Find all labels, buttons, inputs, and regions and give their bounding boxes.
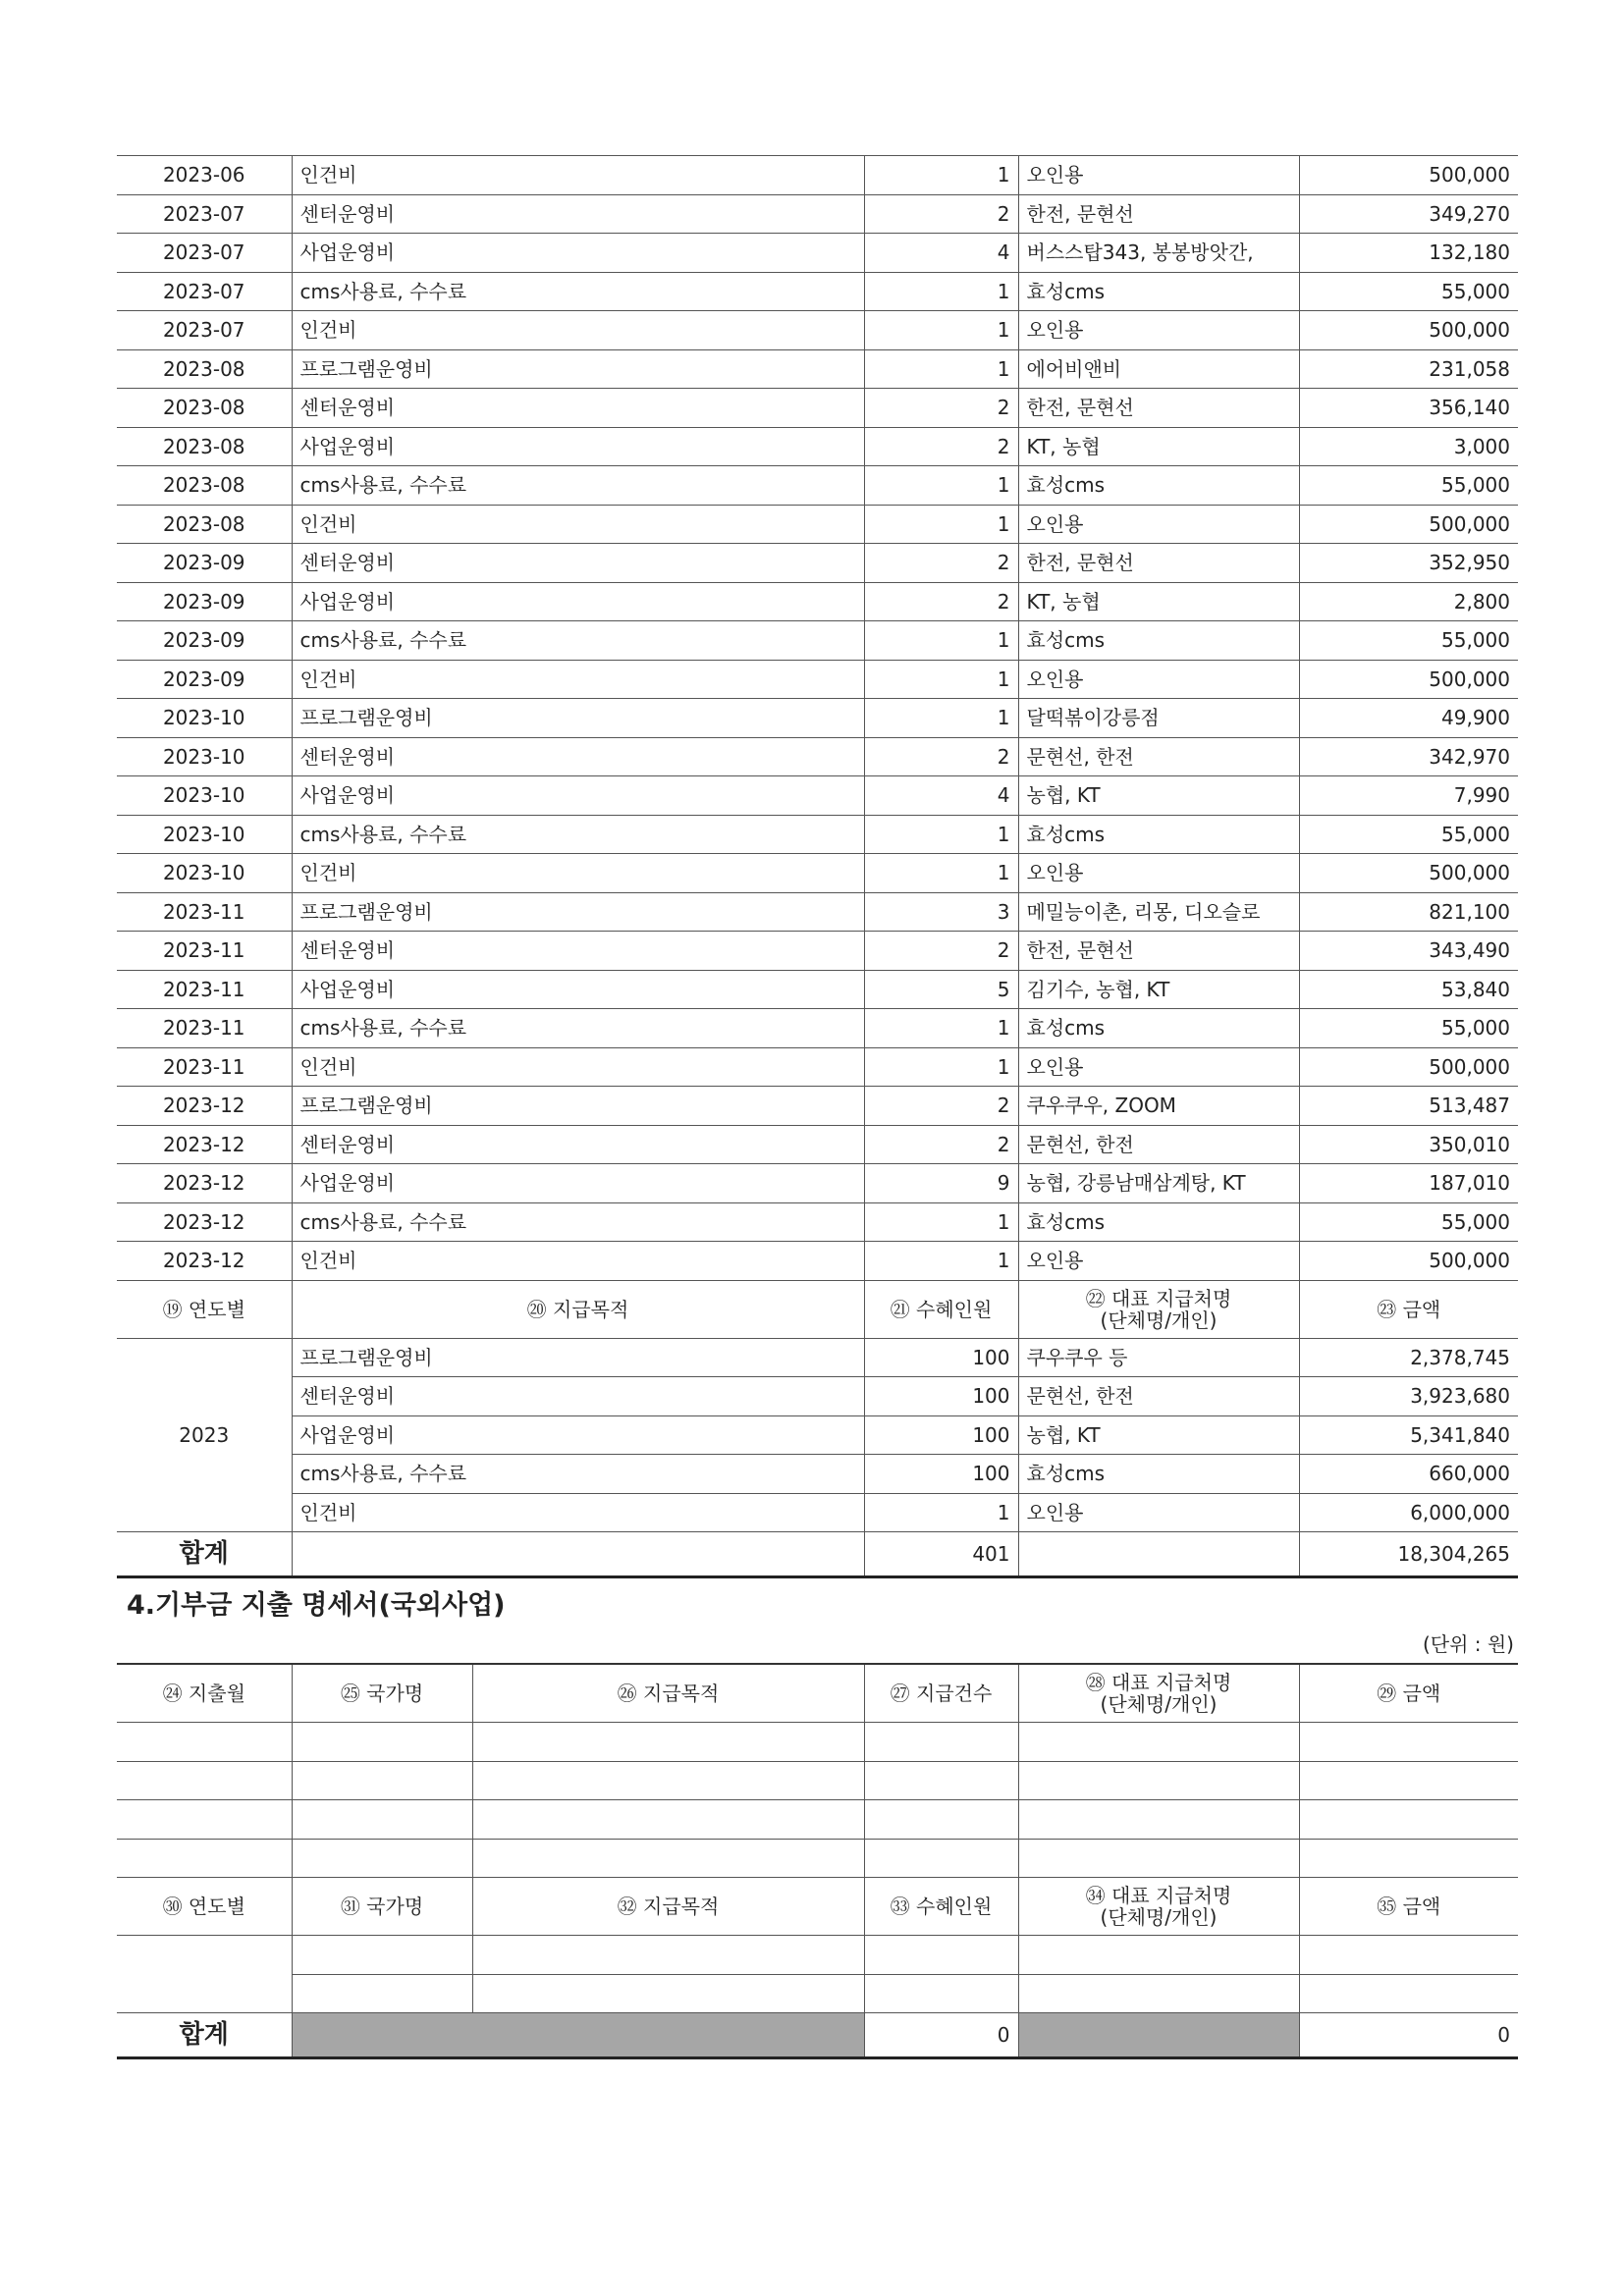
- count-cell: 1: [864, 311, 1018, 350]
- month-cell: 2023-09: [117, 660, 292, 699]
- payee-cell: 문현선, 한전: [1018, 1125, 1299, 1164]
- payee-cell: 쿠우쿠우, ZOOM: [1018, 1087, 1299, 1126]
- header-payee-line2: (단체명/개인): [1100, 1308, 1218, 1332]
- header-payee-line1: ㉒ 대표 지급처명: [1085, 1286, 1232, 1310]
- annual-header-row: [117, 1280, 1518, 1338]
- month-cell: 2023-10: [117, 776, 292, 816]
- table-row: [117, 466, 1518, 506]
- beneficiary-cell: 1: [864, 1493, 1018, 1532]
- payee-cell: 농협, 강릉남매삼계탕, KT: [1018, 1164, 1299, 1203]
- payee-cell: 문현선, 한전: [1018, 1377, 1299, 1416]
- unit-label: (단위 : 원): [1422, 1632, 1514, 1656]
- payee-cell: 효성cms: [1018, 272, 1299, 311]
- count-cell: 1: [864, 854, 1018, 893]
- table-row: [117, 389, 1518, 428]
- domestic-expense-table: [117, 155, 1518, 1578]
- month-cell: 2023-08: [117, 349, 292, 389]
- count-cell: 4: [864, 234, 1018, 273]
- purpose-cell: cms사용료, 수수료: [292, 621, 864, 661]
- purpose-cell: 인건비: [292, 311, 864, 350]
- overseas-header-row: [117, 1664, 1518, 1723]
- table-row: [117, 156, 1518, 195]
- month-cell: 2023-12: [117, 1242, 292, 1281]
- payee-cell: 효성cms: [1018, 466, 1299, 506]
- month-cell: 2023-11: [117, 970, 292, 1009]
- purpose-cell: 사업운영비: [292, 582, 864, 621]
- month-cell: 2023-07: [117, 234, 292, 273]
- table-row: [117, 621, 1518, 661]
- total-count: 401: [864, 1532, 1018, 1577]
- amount-cell: 53,840: [1299, 970, 1518, 1009]
- overseas-expense-table: [117, 1663, 1518, 2059]
- table-row: [117, 1009, 1518, 1048]
- month-cell: 2023-12: [117, 1202, 292, 1242]
- document-page: [117, 155, 1518, 2059]
- amount-cell: 231,058: [1299, 349, 1518, 389]
- header-beneficiaries: ㉝ 수혜인원: [864, 1878, 1018, 1936]
- purpose-cell: 센터운영비: [292, 194, 864, 234]
- month-cell: 2023-11: [117, 892, 292, 932]
- annual-row: [117, 1377, 1518, 1416]
- purpose-cell: 센터운영비: [292, 389, 864, 428]
- header-country: ㉕ 국가명: [292, 1664, 472, 1723]
- table-row: [117, 505, 1518, 544]
- count-cell: 2: [864, 1125, 1018, 1164]
- amount-cell: 55,000: [1299, 621, 1518, 661]
- amount-cell: 55,000: [1299, 466, 1518, 506]
- purpose-cell: cms사용료, 수수료: [292, 1202, 864, 1242]
- payee-cell: KT, 농협: [1018, 427, 1299, 466]
- month-cell: 2023-10: [117, 699, 292, 738]
- amount-cell: 5,341,840: [1299, 1415, 1518, 1455]
- month-cell: 2023-12: [117, 1164, 292, 1203]
- amount-cell: 3,923,680: [1299, 1377, 1518, 1416]
- header-country: ㉛ 국가명: [292, 1878, 472, 1936]
- count-cell: 1: [864, 621, 1018, 661]
- amount-cell: 342,970: [1299, 737, 1518, 776]
- month-cell: 2023-08: [117, 427, 292, 466]
- purpose-cell: 센터운영비: [292, 1125, 864, 1164]
- table-row: [117, 1242, 1518, 1281]
- section-title: 4.기부금 지출 명세서(국외사업): [127, 1590, 506, 1621]
- table-row: [117, 1202, 1518, 1242]
- count-cell: 1: [864, 1242, 1018, 1281]
- empty-year-cell: [117, 1936, 292, 2013]
- table-row: [117, 1047, 1518, 1087]
- payee-cell: 효성cms: [1018, 1009, 1299, 1048]
- amount-cell: 2,800: [1299, 582, 1518, 621]
- count-cell: 1: [864, 156, 1018, 195]
- overseas-total-row: [117, 2013, 1518, 2058]
- overseas-annual-header-row: [117, 1878, 1518, 1936]
- payee-cell: 오인용: [1018, 1047, 1299, 1087]
- purpose-cell: 인건비: [292, 1047, 864, 1087]
- beneficiary-cell: 100: [864, 1415, 1018, 1455]
- total-payee-empty: [1018, 1532, 1299, 1577]
- payee-cell: 달떡볶이강릉점: [1018, 699, 1299, 738]
- count-cell: 1: [864, 349, 1018, 389]
- amount-cell: 2,378,745: [1299, 1338, 1518, 1377]
- table-row: [117, 194, 1518, 234]
- table-row: [117, 272, 1518, 311]
- month-cell: 2023-10: [117, 854, 292, 893]
- table-row: [117, 311, 1518, 350]
- purpose-cell: cms사용료, 수수료: [292, 272, 864, 311]
- amount-cell: 55,000: [1299, 815, 1518, 854]
- purpose-cell: cms사용료, 수수료: [292, 1009, 864, 1048]
- overseas-empty-row: [117, 1723, 1518, 1762]
- header-purpose: ㉖ 지급목적: [472, 1664, 864, 1723]
- header-purpose: ㉜ 지급목적: [472, 1878, 864, 1936]
- overseas-empty-row: [117, 1761, 1518, 1800]
- amount-cell: 356,140: [1299, 389, 1518, 428]
- payee-cell: KT, 농협: [1018, 582, 1299, 621]
- amount-cell: 3,000: [1299, 427, 1518, 466]
- header-amount: ㉟ 금액: [1299, 1878, 1518, 1936]
- month-cell: 2023-07: [117, 311, 292, 350]
- month-cell: 2023-12: [117, 1087, 292, 1126]
- payee-cell: 메밀능이촌, 리몽, 디오슬로: [1018, 892, 1299, 932]
- table-row: [117, 932, 1518, 971]
- payee-cell: 오인용: [1018, 505, 1299, 544]
- purpose-cell: 인건비: [292, 156, 864, 195]
- purpose-cell: 센터운영비: [292, 737, 864, 776]
- count-cell: 1: [864, 1009, 1018, 1048]
- purpose-cell: 프로그램운영비: [292, 349, 864, 389]
- month-cell: 2023-09: [117, 544, 292, 583]
- purpose-cell: 사업운영비: [292, 1415, 864, 1455]
- amount-cell: 500,000: [1299, 156, 1518, 195]
- overseas-total-label: 합계: [117, 2013, 292, 2058]
- header-payee-line2: (단체명/개인): [1100, 1692, 1218, 1716]
- payee-cell: 한전, 문현선: [1018, 194, 1299, 234]
- payee-cell: 한전, 문현선: [1018, 932, 1299, 971]
- payee-cell: 오인용: [1018, 854, 1299, 893]
- purpose-cell: 프로그램운영비: [292, 699, 864, 738]
- payee-cell: 한전, 문현선: [1018, 544, 1299, 583]
- amount-cell: 821,100: [1299, 892, 1518, 932]
- header-purpose: ⑳ 지급목적: [292, 1280, 864, 1338]
- purpose-cell: cms사용료, 수수료: [292, 466, 864, 506]
- payee-cell: 김기수, 농협, KT: [1018, 970, 1299, 1009]
- amount-cell: 660,000: [1299, 1455, 1518, 1494]
- annual-row: [117, 1338, 1518, 1377]
- header-payee-line1: ㉞ 대표 지급처명: [1085, 1884, 1232, 1907]
- purpose-cell: 센터운영비: [292, 1377, 864, 1416]
- purpose-cell: 센터운영비: [292, 544, 864, 583]
- amount-cell: 55,000: [1299, 272, 1518, 311]
- month-cell: 2023-10: [117, 815, 292, 854]
- month-cell: 2023-12: [117, 1125, 292, 1164]
- amount-cell: 349,270: [1299, 194, 1518, 234]
- count-cell: 1: [864, 1202, 1018, 1242]
- annual-year-cell: 2023: [117, 1338, 292, 1532]
- payee-cell: 오인용: [1018, 1493, 1299, 1532]
- table-row: [117, 349, 1518, 389]
- header-payee: [1018, 1878, 1299, 1936]
- amount-cell: 352,950: [1299, 544, 1518, 583]
- header-year: ㉚ 연도별: [117, 1878, 292, 1936]
- count-cell: 3: [864, 892, 1018, 932]
- payee-cell: 효성cms: [1018, 1202, 1299, 1242]
- monthly-rows: [117, 156, 1518, 1281]
- purpose-cell: 사업운영비: [292, 970, 864, 1009]
- table-row: [117, 737, 1518, 776]
- total-row: [117, 1532, 1518, 1577]
- total-amount: 18,304,265: [1299, 1532, 1518, 1577]
- count-cell: 9: [864, 1164, 1018, 1203]
- header-payee: [1018, 1664, 1299, 1723]
- count-cell: 2: [864, 932, 1018, 971]
- beneficiary-cell: 100: [864, 1338, 1018, 1377]
- month-cell: 2023-08: [117, 466, 292, 506]
- purpose-cell: 프로그램운영비: [292, 892, 864, 932]
- table-row: [117, 892, 1518, 932]
- table-row: [117, 427, 1518, 466]
- header-year: ⑲ 연도별: [117, 1280, 292, 1338]
- purpose-cell: 프로그램운영비: [292, 1338, 864, 1377]
- count-cell: 1: [864, 466, 1018, 506]
- month-cell: 2023-07: [117, 272, 292, 311]
- count-cell: 1: [864, 815, 1018, 854]
- count-cell: 1: [864, 699, 1018, 738]
- beneficiary-cell: 100: [864, 1455, 1018, 1494]
- payee-cell: 버스스탑343, 봉봉방앗간,: [1018, 234, 1299, 273]
- count-cell: 2: [864, 544, 1018, 583]
- table-row: [117, 699, 1518, 738]
- payee-cell: 한전, 문현선: [1018, 389, 1299, 428]
- amount-cell: 187,010: [1299, 1164, 1518, 1203]
- annual-rows: [117, 1338, 1518, 1532]
- purpose-cell: cms사용료, 수수료: [292, 1455, 864, 1494]
- overseas-annual-empty-row: [117, 1974, 1518, 2013]
- payee-cell: 오인용: [1018, 1242, 1299, 1281]
- payee-cell: 오인용: [1018, 660, 1299, 699]
- amount-cell: 55,000: [1299, 1009, 1518, 1048]
- month-cell: 2023-11: [117, 1009, 292, 1048]
- month-cell: 2023-10: [117, 737, 292, 776]
- overseas-total-shaded: [292, 2013, 864, 2058]
- purpose-cell: cms사용료, 수수료: [292, 815, 864, 854]
- overseas-annual-empty-row: [117, 1936, 1518, 1975]
- purpose-cell: 인건비: [292, 660, 864, 699]
- amount-cell: 500,000: [1299, 660, 1518, 699]
- count-cell: 2: [864, 737, 1018, 776]
- table-row: [117, 1125, 1518, 1164]
- month-cell: 2023-08: [117, 505, 292, 544]
- table-row: [117, 582, 1518, 621]
- payee-cell: 오인용: [1018, 311, 1299, 350]
- table-row: [117, 234, 1518, 273]
- count-cell: 1: [864, 660, 1018, 699]
- purpose-cell: 인건비: [292, 1242, 864, 1281]
- overseas-empty-row: [117, 1800, 1518, 1840]
- amount-cell: 513,487: [1299, 1087, 1518, 1126]
- month-cell: 2023-06: [117, 156, 292, 195]
- table-row: [117, 1164, 1518, 1203]
- count-cell: 1: [864, 272, 1018, 311]
- purpose-cell: 인건비: [292, 854, 864, 893]
- payee-cell: 효성cms: [1018, 621, 1299, 661]
- purpose-cell: 인건비: [292, 505, 864, 544]
- annual-row: [117, 1455, 1518, 1494]
- purpose-cell: 사업운영비: [292, 234, 864, 273]
- payee-cell: 효성cms: [1018, 1455, 1299, 1494]
- amount-cell: 500,000: [1299, 311, 1518, 350]
- amount-cell: 500,000: [1299, 505, 1518, 544]
- purpose-cell: 사업운영비: [292, 1164, 864, 1203]
- payee-cell: 효성cms: [1018, 815, 1299, 854]
- count-cell: 1: [864, 1047, 1018, 1087]
- purpose-cell: 사업운영비: [292, 427, 864, 466]
- beneficiary-cell: 100: [864, 1377, 1018, 1416]
- header-payee-line2: (단체명/개인): [1100, 1905, 1218, 1929]
- header-beneficiaries: ㉑ 수혜인원: [864, 1280, 1018, 1338]
- table-row: [117, 970, 1518, 1009]
- header-month: ㉔ 지출월: [117, 1664, 292, 1723]
- amount-cell: 55,000: [1299, 1202, 1518, 1242]
- amount-cell: 500,000: [1299, 1242, 1518, 1281]
- table-row: [117, 815, 1518, 854]
- header-amount: ㉓ 금액: [1299, 1280, 1518, 1338]
- month-cell: 2023-11: [117, 932, 292, 971]
- count-cell: 2: [864, 427, 1018, 466]
- overseas-total-count: 0: [864, 2013, 1018, 2058]
- count-cell: 2: [864, 1087, 1018, 1126]
- payee-cell: 농협, KT: [1018, 1415, 1299, 1455]
- count-cell: 4: [864, 776, 1018, 816]
- table-row: [117, 1087, 1518, 1126]
- count-cell: 5: [864, 970, 1018, 1009]
- overseas-empty-row: [117, 1839, 1518, 1878]
- overseas-total-payee-shaded: [1018, 2013, 1299, 2058]
- payee-cell: 농협, KT: [1018, 776, 1299, 816]
- amount-cell: 7,990: [1299, 776, 1518, 816]
- month-cell: 2023-09: [117, 582, 292, 621]
- count-cell: 2: [864, 389, 1018, 428]
- purpose-cell: 인건비: [292, 1493, 864, 1532]
- month-cell: 2023-11: [117, 1047, 292, 1087]
- amount-cell: 500,000: [1299, 854, 1518, 893]
- count-cell: 1: [864, 505, 1018, 544]
- annual-row: [117, 1415, 1518, 1455]
- payee-cell: 문현선, 한전: [1018, 737, 1299, 776]
- amount-cell: 132,180: [1299, 234, 1518, 273]
- header-payee-line1: ㉘ 대표 지급처명: [1085, 1671, 1232, 1694]
- amount-cell: 350,010: [1299, 1125, 1518, 1164]
- purpose-cell: 센터운영비: [292, 932, 864, 971]
- amount-cell: 6,000,000: [1299, 1493, 1518, 1532]
- month-cell: 2023-08: [117, 389, 292, 428]
- table-row: [117, 544, 1518, 583]
- month-cell: 2023-07: [117, 194, 292, 234]
- count-cell: 2: [864, 582, 1018, 621]
- header-payee: [1018, 1280, 1299, 1338]
- amount-cell: 49,900: [1299, 699, 1518, 738]
- table-row: [117, 660, 1518, 699]
- payee-cell: 에어비앤비: [1018, 349, 1299, 389]
- payee-cell: 오인용: [1018, 156, 1299, 195]
- payee-cell: 쿠우쿠우 등: [1018, 1338, 1299, 1377]
- amount-cell: 500,000: [1299, 1047, 1518, 1087]
- annual-row: [117, 1493, 1518, 1532]
- table-row: [117, 854, 1518, 893]
- count-cell: 2: [864, 194, 1018, 234]
- purpose-cell: 프로그램운영비: [292, 1087, 864, 1126]
- header-amount: ㉙ 금액: [1299, 1664, 1518, 1723]
- annual-section: [117, 1280, 1518, 1338]
- overseas-total-amount: 0: [1299, 2013, 1518, 2058]
- purpose-cell: 사업운영비: [292, 776, 864, 816]
- total-purpose-empty: [292, 1532, 864, 1577]
- amount-cell: 343,490: [1299, 932, 1518, 971]
- header-count: ㉗ 지급건수: [864, 1664, 1018, 1723]
- total-label: 합계: [117, 1532, 292, 1577]
- table-row: [117, 776, 1518, 816]
- total-section: [117, 1532, 1518, 1577]
- month-cell: 2023-09: [117, 621, 292, 661]
